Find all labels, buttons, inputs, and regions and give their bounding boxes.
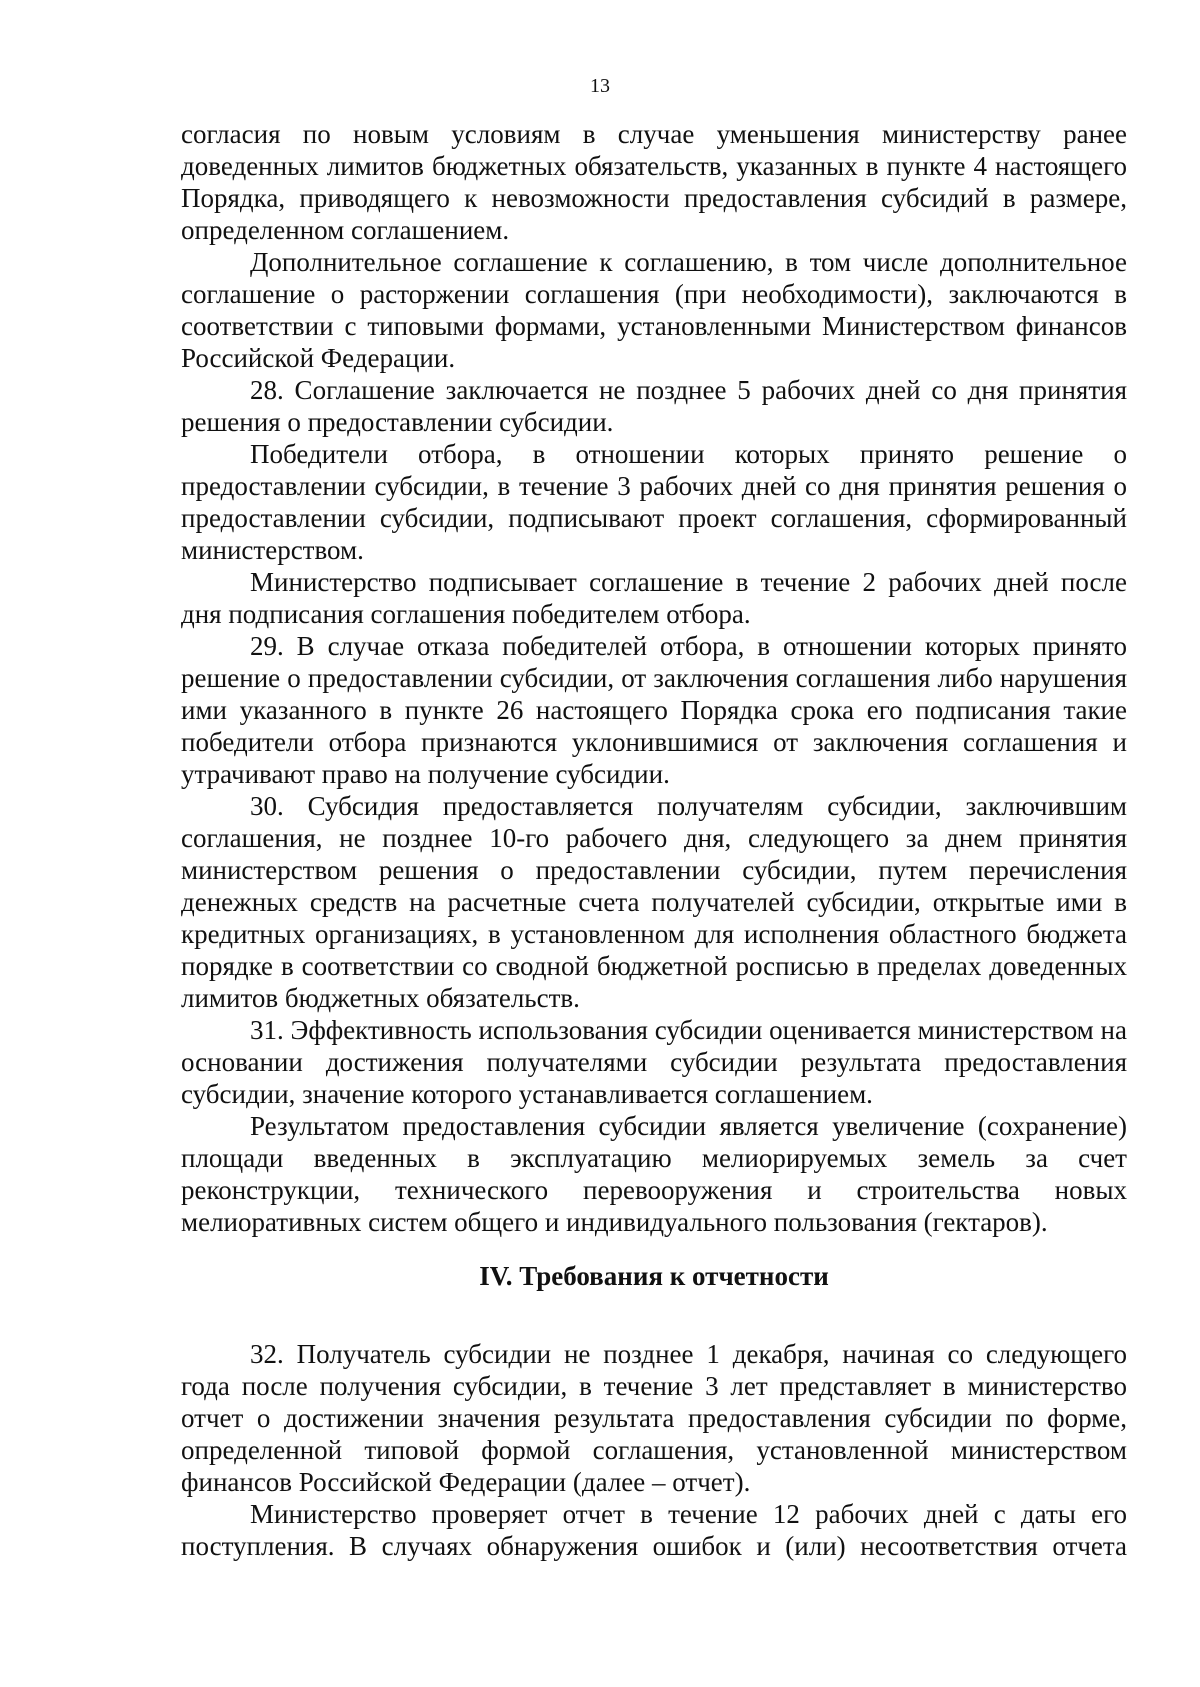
section-heading: IV. Требования к отчетности [479, 1261, 829, 1291]
page-number: 13 [590, 75, 610, 97]
paragraph-winners-sign: Победители отбора, в отношении которых принято решение о предоставлении субсидии, в течение 3 рабочих дней со дня принятия решения о предоставлении субсидии, подписывают проект соглашения, сформированный министерством. [181, 439, 1127, 565]
paragraph-additional-agreement: Дополнительное соглашение к соглашению, в том числе дополнительное соглашение о расторжении соглашения (при необходимости), заключаются в соответствии с типовыми формами, установленными Министерством финансов Российской Федерации. [181, 247, 1127, 373]
paragraph-ministry-signs: Министерство подписывает соглашение в течение 2 рабочих дней после дня подписания соглашения победителем отбора. [181, 567, 1127, 629]
document-body [181, 118, 1127, 1562]
paragraph-result: Результатом предоставления субсидии является увеличение (сохранение) площади введенных в эксплуатацию мелиорируемых земель за счет реконструкции, технического перевооружения и строительства новых мелиоративных систем общего и индивидуального пользования (гектаров). [181, 1111, 1127, 1237]
paragraph-item-31: 31. Эффективность использования субсидии оценивается министерством на основании достижения получателями субсидии результата предоставления субсидии, значение которого устанавливается соглашением. [181, 1015, 1127, 1109]
paragraph-item-32: 32. Получатель субсидии не позднее 1 декабря, начиная со следующего года после получения субсидии, в течение 3 лет представляет в министерство отчет о достижении значения результата предоставления субсидии по форме, определенной типовой формой соглашения, установленной министерством финансов Российской Федерации (далее – отчет). [181, 1339, 1127, 1497]
paragraph-item-29: 29. В случае отказа победителей отбора, в отношении которых принято решение о предоставлении субсидии, от заключения соглашения либо нарушения ими указанного в пункте 26 настоящего Порядка срока его подписания такие победители отбора признаются уклонившимися от заключения соглашения и утрачивают право на получение субсидии. [181, 631, 1127, 789]
paragraph-continuation: согласия по новым условиям в случае уменьшения министерству ранее доведенных лимитов бюджетных обязательств, указанных в пункте 4 настоящего Порядка, приводящего к невозможности предоставления субсидий в размере, определенном соглашением. [181, 119, 1127, 245]
paragraph-ministry-checks: Министерство проверяет отчет в течение 12 рабочих дней с даты его поступления. В случаях обнаружения ошибок и (или) несоответствия отчета [181, 1499, 1127, 1561]
paragraph-item-30: 30. Субсидия предоставляется получателям субсидии, заключившим соглашения, не позднее 10-го рабочего дня, следующего за днем принятия министерством решения о предоставлении субсидии, путем перечисления денежных средств на расчетные счета получателей субсидии, открытые ими в кредитных организациях, в установленном для исполнения областного бюджета порядке в соответствии со сводной бюджетной росписью в пределах доведенных лимитов бюджетных обязательств. [181, 791, 1127, 1013]
paragraph-item-28: 28. Соглашение заключается не позднее 5 рабочих дней со дня принятия решения о предоставлении субсидии. [181, 375, 1127, 437]
